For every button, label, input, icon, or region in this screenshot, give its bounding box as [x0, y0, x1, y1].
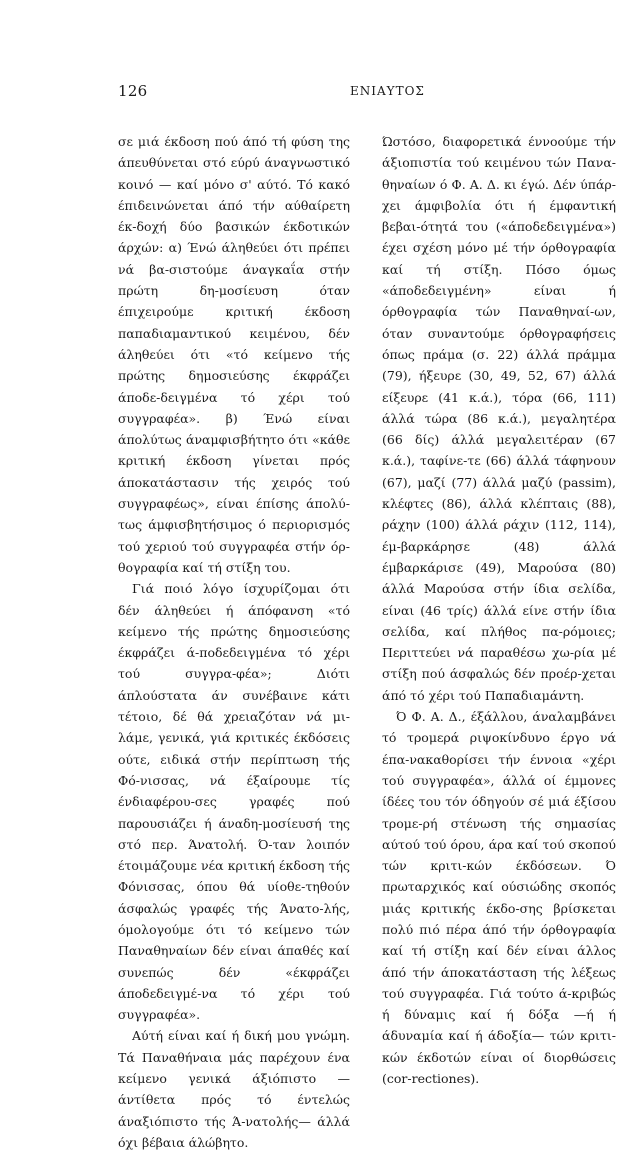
page-number: 126 — [118, 82, 148, 100]
paragraph: Αύτή είναι καί ή δική μου γνώμη. Τά Παναθήναια μάς παρέχουν ένα κείμενο γενικά άξιόπιστο —άντίθετα πρός τό έντελώς άναξιόπιστο τής Ά-νατολής— άλλά όχι βέβαια άλώβητο. — [118, 1028, 350, 1150]
right-text-column — [382, 131, 616, 1089]
paragraph: σε μιά έκδοση πού άπό τή φύση της άπευθύνεται στό εύρύ άναγνωστικό κοινό — καί μόνο σ' αύτό. Τό κακό έπιδεινώνεται άπό τήν αύθαίρετη έκ-δοχή δύο βασικών έκδοτικών άρχών: α) Ένώ άληθεύει ότι πρέπει νά βα-σιστούμε άναγκαΐα στήν πρώτη δη-μοσίευση όταν έπιχειρούμε κριτική έκδοση παπαδιαμαντικού κειμένου, δέν άληθεύει ότι «τό κείμενο τής πρώτης δημοσιεύσης έκφράζει άποδε-δειγμένα τό χέρι τού συγγραφέα». β) Ένώ είναι άπολύτως άναμφισβήτητο ότι «κάθε κριτική έκδοση γίνεται πρός άποκατάστασιν τής χειρός τού συγγραφέως», είναι έπίσης άπολύ-τως άμφισβητήσιμος ό περιορισμός τού χεριού τού συγγραφέα στήν όρ-θογραφία καί τή στίξη του. — [118, 134, 350, 575]
left-text-column — [118, 131, 350, 1153]
paragraph: Γιά ποιό λόγο ίσχυρίζομαι ότι δέν άληθεύει ή άπόφανση «τό κείμενο τής πρώτης δημοσιεύσης έκφράζει ά-ποδεδειγμένα τό χέρι τού συγγρα-φέα»; Διότι άπλούστατα άν συνέβαινε κάτι τέτοιο, δέ θά χρειαζόταν νά μι-λάμε, γενικά, γιά κριτικές έκδόσεις ούτε, ειδικά στήν περίπτωση τής Φό-νισσας, νά έξαίρουμε τίς ένδιαφέρου-σες γραφές πού παρουσιάζει ή άναδη-μοσίευσή της στό περ. Άνατολή. Ό-ταν λοιπόν έτοιμάζουμε νέα κριτική έκδοση τής Φόνισσας, όπου θά υίοθε-τηθούν άσφαλώς γραφές τής Άνατο-λής, όμολογούμε ότι τό κείμενο τών Παναθηναίων δέν είναι άπαθές καί συνεπώς δέν «έκφράζει άποδεδειγμέ-να τό χέρι τού συγγραφέα». — [118, 581, 350, 1023]
running-title: ΕΝΙΑΥΤΟΣ — [350, 84, 425, 98]
paragraph: Ώστόσο, διαφορετικά έννοούμε τήν άξιοπιστία τού κειμένου τών Πανα-θηναίων ό Φ. Α. Δ. κι έγώ. Δέν ύπάρ-χει άμφιβολία ότι ή έμφαντική βεβαι-ότητά του («άποδεδειγμένα») έχει σχέση μόνο μέ τήν όρθογραφία καί τή στίξη. Πόσο όμως «άποδεδειγμένη» είναι ή όρθογραφία τών Παναθηναί-ων, όταν συναντούμε όρθογραφήσεις όπως πράμα (σ. 22) άλλά πράμμα (79), ήξευρε (30, 49, 52, 67) άλλά είξευρε (41 κ.ά.), τόρα (66, 111) άλλά τώρα (86 κ.ά.), μεγαλητέρα (66 δίς) άλλά μεγαλειτέραν (67 κ.ά.), ταφίνε-τε (66) άλλά τάφηνουν (67), μαζί (77) άλλά μαζύ (passim), κλέφτες (86), άλλά κλέπταις (88), ράχην (100) άλλά ράχιν (112, 114), έμ-βαρκάρησε (48) άλλά έμβαρκάρισε (49), Μαρούσα (80) άλλά Μαρούσα στήν ίδια σελίδα, είναι (46 τρίς) άλλά είνε στήν ίδια σελίδα, καί πλήθος πα-ρόμοιες; Περιττεύει νά παραθέσω χω-ρία μέ στίξη πού άσφαλώς δέν προέρ-χεται άπό τό χέρι τού Παπαδιαμάντη. — [382, 134, 616, 703]
paragraph: Ό Φ. Α. Δ., έξάλλου, άναλαμβάνει τό τρομερά ριψοκίνδυνο έργο νά έπα-νακαθορίσει τήν έννοια «χέρι τού συγγραφέα», άλλά οί έμμονες ίδέες του τόν όδηγούν σέ μιά έξίσου τρομε-ρή στένωση τής σημασίας αύτού τού όρου, άρα καί τού σκοπού τών κριτι-κών έκδόσεων. Ό πρωταρχικός καί ούσιώδης σκοπός μιάς κριτικής έκδο-σης βρίσκεται πολύ πιό πέρα άπό τήν όρθογραφία καί τή στίξη καί δέν είναι άλλος άπό τήν άποκατάσταση τής λέξεως τού συγγραφέα. Γιά τούτο ά-κριβώς ή δύναμις καί ή δόξα —ή ή άδυναμία καί ή άδοξία— τών κριτι-κών έκδοτών είναι οί διορθώσεις (cor-rectiones). — [382, 709, 616, 1087]
